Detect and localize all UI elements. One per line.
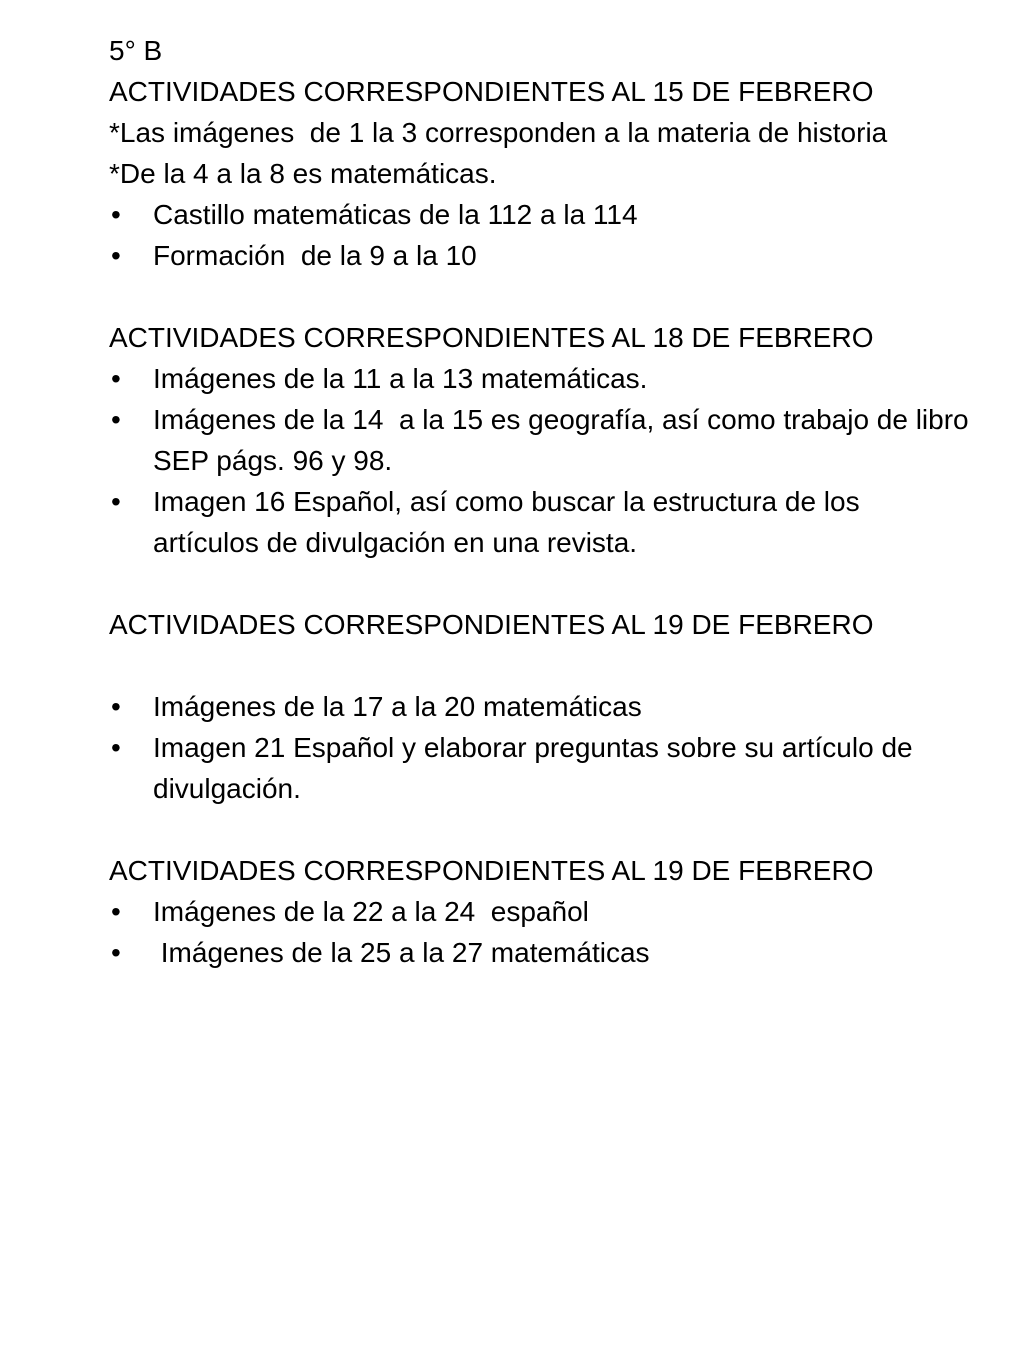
spacer <box>109 563 969 604</box>
section-list-feb-15 <box>109 194 969 276</box>
section-list-feb-19-second <box>109 891 969 973</box>
section-list-feb-19 <box>109 686 969 809</box>
list-item <box>109 932 969 973</box>
bullet-icon: • <box>111 691 121 722</box>
section-list-feb-18 <box>109 358 977 563</box>
section-title-feb-19-second: ACTIVIDADES CORRESPONDIENTES AL 19 DE FEBRERO <box>109 855 874 886</box>
note-math: *De la 4 a la 8 es matemáticas. <box>109 158 497 189</box>
list-item <box>109 235 969 276</box>
note-history: *Las imágenes de 1 la 3 corresponden a la materia de historia <box>109 117 888 148</box>
list-item <box>109 399 977 481</box>
list-item <box>109 481 969 563</box>
list-item-text: Imágenes de la 17 a la 20 matemáticas <box>153 691 642 722</box>
grade-heading: 5° B <box>109 35 163 66</box>
list-item <box>109 194 969 235</box>
list-item-text: Imagen 16 Español, así como buscar la estructura de los artículos de divulgación en una revista. <box>153 486 868 558</box>
spacer <box>109 809 969 850</box>
document-page <box>109 30 977 973</box>
section-title-feb-19: ACTIVIDADES CORRESPONDIENTES AL 19 DE FEBRERO <box>109 609 874 640</box>
list-item-text: Castillo matemáticas de la 112 a la 114 <box>153 199 638 230</box>
section-title-feb-15: ACTIVIDADES CORRESPONDIENTES AL 15 DE FEBRERO <box>109 76 874 107</box>
spacer <box>109 276 969 317</box>
spacer <box>109 645 969 686</box>
list-item-text: Imágenes de la 14 a la 15 es geografía, así como trabajo de libro SEP págs. 96 y 98. <box>153 404 977 476</box>
list-item-text: Imágenes de la 11 a la 13 matemáticas. <box>153 363 648 394</box>
bullet-icon: • <box>111 732 121 763</box>
bullet-icon: • <box>111 404 121 435</box>
list-item-text: Imágenes de la 25 a la 27 matemáticas <box>153 937 650 968</box>
list-item-text: Formación de la 9 a la 10 <box>153 240 477 271</box>
section-title-feb-18: ACTIVIDADES CORRESPONDIENTES AL 18 DE FEBRERO <box>109 322 874 353</box>
bullet-icon: • <box>111 363 121 394</box>
bullet-icon: • <box>111 486 121 517</box>
list-item <box>109 686 969 727</box>
list-item <box>109 727 969 809</box>
bullet-icon: • <box>111 937 121 968</box>
bullet-icon: • <box>111 199 121 230</box>
bullet-icon: • <box>111 896 121 927</box>
list-item <box>109 891 969 932</box>
list-item <box>109 358 969 399</box>
list-item-text: Imagen 21 Español y elaborar preguntas sobre su artículo de divulgación. <box>153 732 921 804</box>
list-item-text: Imágenes de la 22 a la 24 español <box>153 896 589 927</box>
bullet-icon: • <box>111 240 121 271</box>
